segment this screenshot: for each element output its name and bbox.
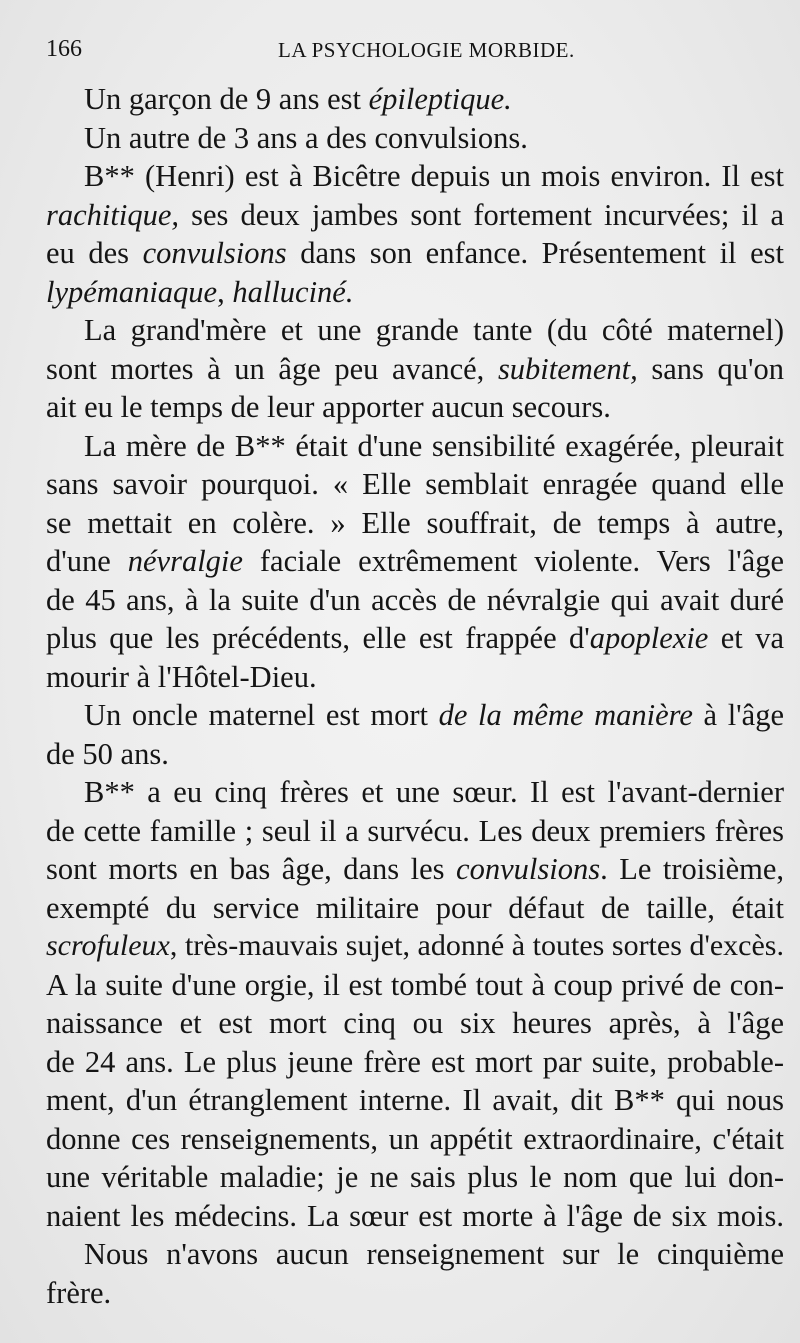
paragraph [46, 311, 784, 427]
text-line: sans savoir pourquoi. « Elle semblait enragée quand elle [46, 467, 784, 501]
page-number: 166 [46, 36, 82, 62]
text-line: de 50 ans. [46, 736, 169, 771]
text-line: Nous n'avons aucun renseignement sur le cinquième [84, 1237, 784, 1271]
text-line: de cette famille ; seul il a survécu. Les deux premiers frères [46, 813, 784, 848]
text-line: scrofuleux, très-mauvais sujet, adonné à toutes sortes d'excès. [46, 929, 784, 962]
paragraph [46, 119, 784, 158]
paragraph [46, 696, 784, 773]
text-line: naissance et est mort cinq ou six heures après, à l'âge [46, 1006, 784, 1040]
italic-term: subitement, [497, 351, 638, 386]
italic-term: halluciné. [232, 274, 354, 309]
text-line: B** a eu cinq frères et une sœur. Il est l'avant-dernier [84, 775, 784, 809]
running-title: LA PSYCHOLOGIE MORBIDE. [278, 38, 575, 62]
italic-term: convulsions [456, 852, 601, 886]
text-line: exempté du service militaire pour défaut de taille, était [46, 890, 784, 925]
text-line: Un garçon de 9 ans est épileptique. [84, 82, 512, 116]
italic-term: rachitique, [46, 197, 179, 232]
paragraph [46, 157, 784, 311]
text-line: Un oncle maternel est mort de la même manière à l'âge [84, 698, 784, 732]
text-line: lypémaniaque, halluciné. [46, 274, 354, 309]
italic-term: épileptique. [368, 82, 512, 116]
text-line: La grand'mère et une grande tante (du côté maternel) [84, 313, 784, 347]
text-line: rachitique, ses deux jambes sont fortement incurvées; il a [46, 197, 784, 232]
italic-term: apoplexie [589, 621, 709, 655]
text-line: donne ces renseignements, un appétit extraordinaire, c'était [46, 1121, 784, 1156]
italic-term: scrofuleux [46, 929, 170, 962]
text-line: eu des convulsions dans son enfance. Présentement il est [46, 236, 784, 270]
text-line: de 45 ans, à la suite d'un accès de névralgie qui avait duré [46, 582, 784, 617]
text-line: plus que les précédents, elle est frappée d'apoplexie et va [46, 621, 784, 655]
text-line: se mettait en colère. » Elle souffrait, de temps à autre, [46, 505, 784, 540]
text-line: naient les médecins. La sœur est morte à l'âge de six mois. [46, 1198, 784, 1233]
text-line: frère. [46, 1275, 112, 1310]
paragraph [46, 80, 784, 119]
italic-term: de la même manière [438, 698, 693, 732]
text-line: ait eu le temps de leur apporter aucun secours. [46, 390, 611, 424]
text-line: A la suite d'une orgie, il est tombé tout à coup privé de con- [46, 967, 784, 1002]
text-line: ment, d'un étranglement interne. Il avait, dit B** qui nous [46, 1083, 784, 1117]
text-line: Un autre de 3 ans a des convulsions. [84, 120, 528, 155]
body-text [46, 80, 784, 1312]
text-line: sont mortes à un âge peu avancé, subitement, sans qu'on [46, 351, 784, 386]
italic-term: convulsions [142, 236, 287, 270]
text-line: d'une névralgie faciale extrêmement violente. Vers l'âge [46, 544, 784, 578]
paragraph [46, 427, 784, 697]
italic-term: lypémaniaque [46, 274, 218, 309]
text-line: une véritable maladie; je ne sais plus le nom que lui don- [46, 1160, 784, 1194]
page-header [46, 36, 770, 66]
italic-term: névralgie [127, 544, 243, 578]
text-line: sont morts en bas âge, dans les convulsions. Le troisième, [46, 852, 784, 886]
text-line: La mère de B** était d'une sensibilité exagérée, pleurait [84, 428, 784, 463]
text-line: mourir à l'Hôtel-Dieu. [46, 659, 317, 694]
paragraph [46, 1235, 784, 1312]
paragraph [46, 773, 784, 1235]
text-line: B** (Henri) est à Bicêtre depuis un mois environ. Il est [84, 159, 784, 193]
text-line: de 24 ans. Le plus jeune frère est mort par suite, probable- [46, 1044, 784, 1079]
